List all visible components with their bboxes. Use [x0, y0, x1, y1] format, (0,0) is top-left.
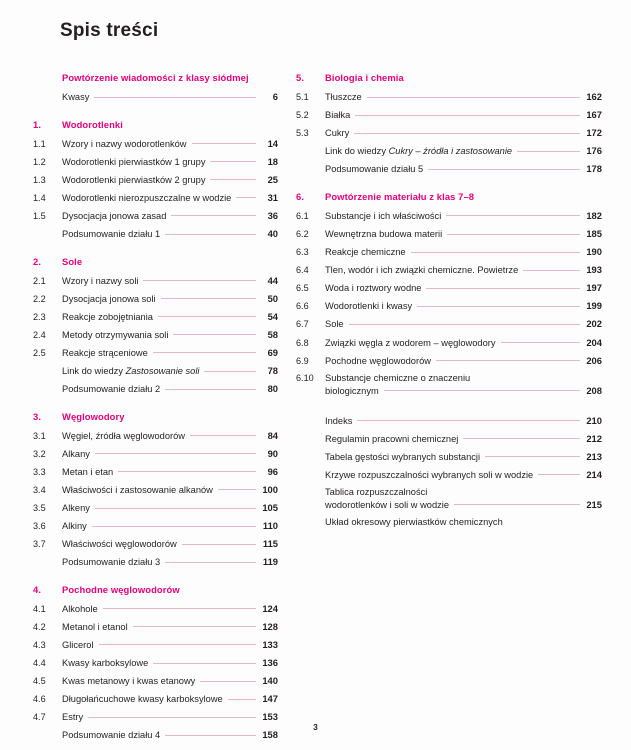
toc-entry[interactable] [33, 308, 278, 326]
toc-entry-label: Wodorotlenki pierwiastków 1 grupy [62, 156, 206, 167]
toc-leader-dots [143, 280, 256, 281]
toc-entry-number: 3.4 [33, 484, 46, 495]
toc-entry[interactable] [296, 466, 602, 484]
toc-left-column [0, 72, 288, 745]
toc-section [296, 72, 602, 179]
toc-leader-dots [454, 504, 580, 505]
toc-page-number: 193 [586, 264, 602, 276]
toc-page-number: 199 [586, 300, 602, 312]
toc-page-number: 90 [267, 447, 278, 459]
toc-page-number: 215 [586, 498, 602, 510]
toc-entry-label: Tablica rozpuszczalności [325, 486, 428, 497]
toc-page-number: 178 [586, 163, 602, 175]
toc-leader-dots [190, 435, 256, 436]
toc-page-number: 110 [262, 520, 278, 532]
toc-entry-label: Pochodne węglowodorów [325, 355, 431, 366]
toc-entry-label: Węgiel, źródła węglowodorów [62, 430, 185, 441]
toc-page-number: 84 [267, 429, 278, 441]
toc-entry-label: Kwas metanowy i kwas etanowy [62, 676, 196, 687]
toc-entry-label: Wodorotlenki nierozpuszczalne w wodzie [62, 192, 232, 203]
toc-entry-number [296, 487, 325, 499]
toc-leader-dots [95, 453, 256, 454]
toc-entry-label: Kwasy karboksylowe [62, 658, 149, 669]
toc-section-heading[interactable] [33, 411, 278, 422]
toc-entry-number: 1.3 [33, 174, 46, 185]
toc-entry-label: Związki węgla z wodorem – węglowodory [325, 337, 496, 348]
toc-entry-number: 2.3 [33, 311, 46, 322]
toc-leader-dots [417, 306, 580, 307]
toc-entry-label: Metanol i etanol [62, 621, 128, 632]
toc-leader-dots [426, 288, 580, 289]
toc-page-number: 105 [262, 502, 278, 513]
toc-entry-number: 4.6 [33, 694, 46, 705]
toc-entry[interactable] [296, 316, 602, 334]
toc-entry-label-italic: Zastosowanie soli [125, 366, 200, 377]
toc-page-number: 185 [586, 228, 602, 240]
toc-entry-number: 1.2 [33, 156, 46, 167]
toc-leader-dots [447, 234, 580, 235]
toc-section-heading[interactable] [296, 191, 602, 202]
toc-entry[interactable] [296, 280, 602, 298]
toc-page-number: 36 [267, 209, 278, 221]
toc-entry-label: Układ okresowy pierwiastków chemicznych [325, 516, 503, 527]
toc-leader-dots [210, 179, 256, 180]
toc-entry-label: Tlen, wodór i ich związki chemiczne. Powietrze [325, 265, 519, 276]
toc-section [33, 72, 278, 107]
toc-entry-label: Estry [62, 712, 84, 723]
toc-page-number: 182 [586, 209, 602, 221]
toc-section-number: 6. [296, 190, 305, 202]
toc-entry-label: Krzywe rozpuszczalności wybranych soli w wodzie [325, 469, 534, 480]
toc-section-title: Powtórzenie materiału z klas 7–8 [325, 190, 475, 202]
toc-entry-label: Podsumowanie działu 5 [325, 164, 424, 175]
toc-entry-label: Tłuszcze [325, 92, 362, 103]
toc-entry-number: 1.5 [33, 210, 46, 221]
toc-entry[interactable] [33, 481, 278, 499]
toc-entry-label: Link do wiedzy Zastosowanie soli [62, 366, 200, 377]
toc-section-number: 4. [33, 583, 42, 595]
toc-page-number: 6 [272, 91, 278, 103]
toc-leader-dots [95, 508, 256, 509]
toc-entry-number: 3.5 [33, 503, 46, 513]
toc-leader-dots [367, 97, 580, 98]
toc-entry-number: 6.5 [296, 283, 309, 294]
toc-section [33, 584, 278, 745]
toc-entry[interactable] [33, 225, 278, 243]
toc-entry[interactable] [296, 244, 602, 262]
toc-leader-dots [384, 390, 580, 391]
toc-page-number: 133 [262, 638, 278, 650]
toc-entry[interactable] [296, 225, 602, 243]
toc-entry-label: Metan i etan [62, 466, 114, 477]
toc-entry[interactable] [33, 272, 278, 290]
toc-entry[interactable] [296, 352, 602, 370]
toc-entry-label: Długołańcuchowe kwasy karboksylowe [62, 694, 223, 705]
toc-entry-number: 6.9 [296, 355, 309, 366]
toc-entry-number: 4.1 [33, 603, 46, 614]
toc-entry-number: 3.7 [33, 539, 46, 550]
toc-page-number: 124 [262, 602, 278, 614]
toc-section-heading[interactable] [296, 72, 602, 83]
toc-page-number: 202 [586, 318, 602, 330]
toc-page-number: 69 [267, 346, 278, 358]
toc-section-title: Powtórzenie wiadomości z klasy siódmej [62, 72, 249, 83]
toc-page-number: 119 [262, 556, 278, 568]
toc-entry[interactable] [296, 161, 602, 179]
toc-page-number: 78 [267, 365, 278, 377]
toc-entry[interactable] [33, 517, 278, 535]
toc-entry-label: Kwasy [62, 92, 90, 103]
toc-entry-number: 2.1 [33, 275, 46, 286]
toc-leader-dots [192, 143, 256, 144]
toc-entry-number: 6.10 [296, 372, 314, 383]
toc-entry[interactable] [33, 554, 278, 572]
toc-page-number: 136 [262, 657, 278, 669]
toc-entry[interactable] [33, 344, 278, 362]
toc-entry[interactable] [33, 135, 278, 153]
toc-leader-dots [94, 97, 256, 98]
toc-leader-dots [517, 151, 580, 152]
toc-section-title: Węglowodory [62, 410, 125, 422]
toc-entry[interactable] [33, 427, 278, 445]
toc-leader-dots [165, 562, 256, 563]
toc-leader-dots [103, 608, 256, 609]
toc-page-number: 31 [267, 191, 278, 203]
toc-page-number: 197 [586, 282, 602, 294]
toc-leader-dots [158, 316, 256, 317]
toc-page-number: 44 [267, 274, 278, 286]
toc-page-number: 158 [262, 729, 278, 741]
toc-page-number: 208 [586, 384, 602, 396]
toc-page-number: 167 [586, 109, 602, 121]
toc-entry-label: Właściwości i zastosowanie alkanów [62, 484, 213, 495]
toc-leader-dots [165, 735, 256, 736]
toc-entry[interactable] [296, 89, 602, 107]
toc-entry-number: 6.4 [296, 265, 309, 276]
toc-page-number: 140 [262, 675, 278, 687]
toc-leader-dots [171, 215, 256, 216]
toc-leader-dots [357, 420, 580, 421]
toc-leader-dots [411, 252, 580, 253]
toc-page-number: 54 [267, 310, 278, 322]
toc-page-number: 162 [586, 91, 602, 103]
toc-entry[interactable] [296, 430, 602, 448]
toc-leader-dots [182, 544, 256, 545]
toc-entry[interactable] [33, 89, 278, 107]
toc-entry-label: Reakcje chemiczne [325, 247, 406, 258]
toc-leader-dots [463, 438, 580, 439]
toc-leader-dots [446, 215, 580, 216]
toc-entry[interactable] [296, 143, 602, 161]
toc-leader-dots [349, 324, 580, 325]
toc-entry-number: 1.1 [33, 138, 46, 149]
toc-leader-dots [354, 133, 580, 134]
toc-section [33, 411, 278, 572]
toc-page-number: 204 [586, 336, 602, 348]
toc-entry-label: Dysocjacja jonowa soli [62, 293, 156, 304]
toc-entry[interactable] [296, 107, 602, 125]
toc-page-number: 96 [267, 465, 278, 477]
toc-page-number: 210 [586, 414, 602, 426]
toc-entry[interactable] [296, 484, 602, 514]
toc-section [33, 119, 278, 244]
toc-section [296, 191, 602, 400]
toc-leader-dots [118, 471, 256, 472]
toc-entry-label: Cukry [325, 128, 350, 139]
toc-leader-dots [228, 699, 256, 700]
toc-entry-number: 6.7 [296, 319, 309, 330]
toc-entry[interactable] [33, 362, 278, 380]
toc-section-title: Biologia i chemia [325, 72, 404, 83]
toc-entry-label: Alkeny [62, 503, 90, 513]
toc-entry-label: Wzory i nazwy soli [62, 275, 139, 286]
toc-entry-label: Reakcje strąceniowe [62, 347, 148, 358]
toc-entry-label: Regulamin pracowni chemicznej [325, 433, 459, 444]
toc-right-column [288, 72, 631, 531]
toc-entry-number: 4.7 [33, 712, 46, 723]
toc-leader-dots [210, 161, 256, 162]
toc-entry[interactable] [33, 536, 278, 554]
toc-entry[interactable] [33, 600, 278, 618]
toc-entry[interactable] [33, 636, 278, 654]
toc-section-title: Pochodne węglowodorów [62, 583, 180, 595]
toc-page-number: 212 [586, 432, 602, 444]
toc-page-number: 213 [586, 450, 602, 462]
toc-entry-number: 5.2 [296, 110, 309, 121]
toc-leader-dots [236, 197, 256, 198]
toc-entry[interactable] [33, 691, 278, 709]
toc-leader-dots [501, 342, 580, 343]
toc-section-number: 1. [33, 118, 42, 130]
toc-entry[interactable] [296, 262, 602, 280]
toc-page-number: 172 [586, 127, 602, 139]
toc-section-number: 3. [33, 410, 42, 422]
toc-entry[interactable] [296, 514, 602, 531]
toc-page-number: 153 [262, 711, 278, 723]
toc-entry[interactable] [296, 370, 602, 400]
toc-page-number: 40 [267, 228, 278, 240]
toc-leader-dots [161, 298, 256, 299]
toc-entry-label: Sole [325, 319, 344, 330]
toc-page-number: 18 [267, 155, 278, 167]
toc-entry[interactable] [296, 448, 602, 466]
toc-entry-label: Wodorotlenki pierwiastków 2 grupy [62, 174, 206, 185]
toc-page-number: 50 [267, 292, 278, 304]
toc-entry[interactable] [33, 189, 278, 207]
toc-entry-label: Reakcje zobojętniania [62, 311, 153, 322]
toc-entry[interactable] [33, 673, 278, 691]
toc-entry-label-continued: wodorotlenków i soli w wodzie [325, 499, 450, 510]
toc-entry-label: Właściwości węglowodorów [62, 539, 177, 550]
toc-entry[interactable] [33, 207, 278, 225]
toc-section-number: 2. [33, 255, 42, 267]
toc-leader-dots [523, 270, 580, 271]
toc-entry-number: 6.3 [296, 247, 309, 258]
toc-entry-number: 5.3 [296, 128, 309, 139]
toc-entry-number: 4.5 [33, 676, 46, 687]
toc-page-number: 190 [586, 246, 602, 258]
toc-entry-label: Podsumowanie działu 1 [62, 229, 161, 240]
toc-entry-number: 4.4 [33, 658, 46, 669]
toc-entry-label: Podsumowanie działu 4 [62, 730, 161, 741]
toc-page-number: 128 [262, 620, 278, 632]
toc-entry[interactable] [296, 412, 602, 430]
toc-page-number: 25 [267, 173, 278, 185]
toc-entry-label: Substancje chemiczne o znaczeniu [325, 372, 471, 383]
toc-page-number: 100 [262, 483, 278, 495]
toc-columns [0, 72, 631, 745]
toc-entry[interactable] [296, 207, 602, 225]
toc-entry-label: Indeks [325, 415, 353, 426]
toc-page-number: 206 [586, 354, 602, 366]
toc-leader-dots [436, 360, 580, 361]
toc-entry-label: Alkany [62, 448, 90, 459]
toc-section [33, 256, 278, 399]
toc-page-number: 147 [262, 693, 278, 705]
toc-entry[interactable] [33, 445, 278, 463]
toc-entry[interactable] [33, 290, 278, 308]
toc-entry-label: Link do wiedzy Cukry – źródła i zastosowanie [325, 146, 513, 157]
toc-entry-number: 4.3 [33, 639, 46, 650]
toc-entry[interactable] [33, 499, 278, 517]
toc-section-title: Sole [62, 255, 83, 267]
toc-entry-label: Podsumowanie działu 2 [62, 384, 161, 395]
toc-leader-dots [428, 169, 580, 170]
toc-entry-number: 3.6 [33, 521, 46, 532]
toc-entry-number: 2.4 [33, 329, 46, 340]
toc-leader-dots [218, 489, 256, 490]
toc-entry-label: Białka [325, 110, 351, 121]
toc-entry-number: 4.2 [33, 621, 46, 632]
toc-entry-number: 2.5 [33, 347, 46, 358]
toc-leader-dots [355, 115, 580, 116]
toc-entry-number: 6.1 [296, 210, 309, 221]
toc-entry-label: Metody otrzymywania soli [62, 329, 169, 340]
toc-leader-dots [153, 352, 256, 353]
toc-entry-number: 1.4 [33, 192, 46, 203]
toc-entry-label-continued: biologicznym [325, 385, 379, 396]
toc-leader-dots [165, 389, 256, 390]
toc-leader-dots [165, 234, 256, 235]
toc-leader-dots [99, 644, 256, 645]
toc-leader-dots [133, 626, 256, 627]
toc-entry-label: Substancje i ich właściwości [325, 210, 442, 221]
toc-section-number: 5. [296, 72, 305, 83]
toc-page-number: 80 [267, 383, 278, 395]
toc-entry-label: Woda i roztwory wodne [325, 283, 422, 294]
toc-entry-label-italic: Cukry – źródła i zastosowanie [388, 146, 513, 157]
toc-section-title: Wodorotlenki [62, 118, 123, 130]
toc-leader-dots [88, 717, 256, 718]
toc-entry-label: Wodorotlenki i kwasy [325, 301, 413, 312]
toc-entry[interactable] [33, 381, 278, 399]
toc-page-number: 14 [267, 137, 278, 149]
toc-entry[interactable] [33, 171, 278, 189]
toc-entry-number: 3.1 [33, 430, 46, 441]
toc-entry[interactable] [33, 326, 278, 344]
toc-page-number: 58 [267, 328, 278, 340]
toc-leader-dots [92, 526, 256, 527]
toc-leader-dots [204, 371, 256, 372]
toc-entry-label: Wewnętrzna budowa materii [325, 229, 443, 240]
toc-entry-label: Wzory i nazwy wodorotlenków [62, 138, 187, 149]
toc-leader-dots [200, 681, 256, 682]
toc-entry[interactable] [296, 125, 602, 143]
toc-back-matter [296, 412, 602, 531]
toc-leader-dots [173, 334, 256, 335]
toc-entry-number: 3.2 [33, 448, 46, 459]
page-title: Spis treści [60, 20, 159, 41]
toc-entry[interactable] [296, 298, 602, 316]
toc-entry[interactable] [33, 618, 278, 636]
toc-page-number: 214 [586, 468, 602, 480]
toc-entry-label: Alkohole [62, 603, 98, 614]
toc-page-number: 176 [586, 145, 602, 157]
toc-section-heading[interactable] [33, 72, 278, 83]
toc-leader-dots [153, 663, 256, 664]
toc-entry-number: 6.8 [296, 337, 309, 348]
toc-entry-number: 6.2 [296, 229, 309, 240]
toc-entry[interactable] [33, 654, 278, 672]
toc-entry-label: Tabela gęstości wybranych substancji [325, 451, 481, 462]
toc-entry-number: 2.2 [33, 293, 46, 304]
toc-section-heading[interactable] [33, 584, 278, 595]
toc-entry-number: 5.1 [296, 92, 309, 103]
toc-leader-dots [538, 474, 580, 475]
page-folio: 3 [313, 722, 318, 732]
toc-entry-number: 6.6 [296, 301, 309, 312]
toc-section-heading[interactable] [33, 256, 278, 267]
toc-entry[interactable] [33, 153, 278, 171]
toc-page-number: 115 [262, 538, 278, 550]
toc-entry-label: Podsumowanie działu 3 [62, 557, 161, 568]
toc-section-heading[interactable] [33, 119, 278, 130]
toc-entry-label: Alkiny [62, 521, 87, 532]
toc-entry[interactable] [33, 463, 278, 481]
toc-entry-number: 3.3 [33, 466, 46, 477]
toc-leader-dots [485, 456, 580, 457]
toc-entry-label: Glicerol [62, 639, 94, 650]
toc-entry[interactable] [296, 334, 602, 352]
toc-entry-label: Dysocjacja jonowa zasad [62, 210, 167, 221]
